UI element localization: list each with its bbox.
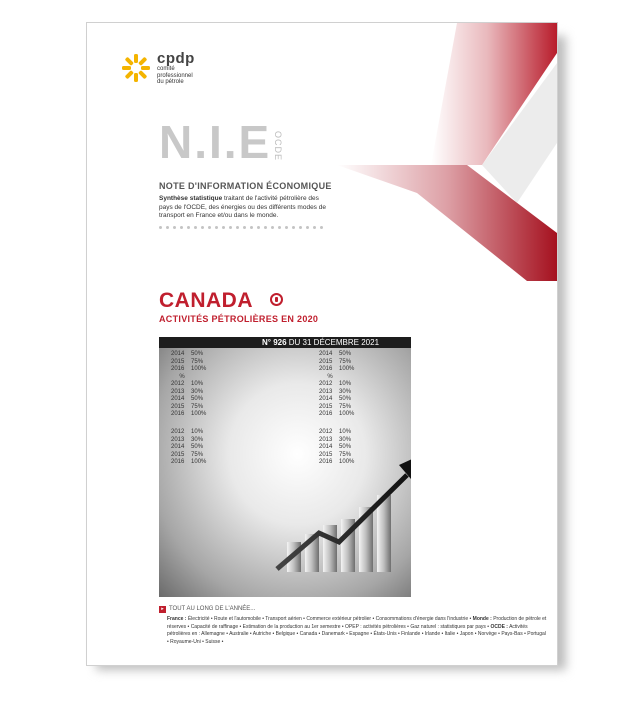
publication-acronym-side: OCDE (273, 131, 283, 162)
issue-bar (159, 337, 411, 348)
rising-bars-graphic (159, 337, 411, 597)
bar-6 (377, 495, 391, 572)
footer-monde-text: Production de pétrole et réserves • Capacité de raffinage • Estimation de la production au 1er semestre • OPEP : activités pétrolières • Gaz naturel : statistiques par pays • (167, 616, 547, 630)
issue-label (262, 337, 379, 348)
hero-table-row: 2015 75% (171, 451, 204, 458)
footer-france-text: Électricité • Route et l'automobile • Transport aérien • Commerce extérieur pétrolier • Consommations d'énergie dans l'industrie • (186, 616, 473, 622)
hero-table-row: 2014 50% (319, 351, 352, 357)
footer-monde-label: Monde : (472, 616, 492, 622)
hero-table-row: 2012 10% (171, 429, 204, 435)
hero-table-row: % (171, 373, 185, 380)
publication-acronym: N.I.E (159, 116, 272, 168)
hero-table-row: 2013 30% (171, 388, 204, 395)
logo-brand: cpdp (157, 50, 195, 67)
hero-table-row: 2015 75% (319, 403, 352, 410)
country-title: CANADA (159, 289, 253, 312)
hero-table-row: 2012 10% (319, 429, 352, 435)
hero-table-row: 2014 50% (171, 351, 204, 357)
footer-france-label: France : (167, 616, 187, 622)
cpdp-sun-icon (121, 53, 151, 83)
hero-table-row: 2014 50% (319, 444, 352, 450)
footer-intro-text: TOUT AU LONG DE L'ANNÉE... (169, 606, 256, 612)
hero-table-row: 2016 100% (319, 411, 355, 417)
issue-number: N° 926 (262, 338, 287, 347)
hero-table-row: 2016 100% (319, 459, 355, 465)
hero-table-row: 2014 50% (319, 396, 352, 402)
issue-date: DU 31 DÉCEMBRE 2021 (286, 338, 380, 347)
logo-line-2: professionnel (157, 72, 193, 79)
hero-table-row: 2015 75% (171, 403, 204, 410)
hero-table-row: % (319, 373, 333, 380)
hero-table-row: 2016 100% (171, 411, 207, 417)
footer-intro (159, 606, 255, 613)
dot-separator (159, 226, 323, 229)
logo-line-3: du pétrole (157, 79, 184, 85)
arrow-right-icon: ▸ (159, 606, 166, 613)
publication-subtitle: NOTE D'INFORMATION ÉCONOMIQUE (159, 181, 332, 191)
country-headline: ACTIVITÉS PÉTROLIÈRES EN 2020 (159, 314, 319, 324)
footer-ocde-label: OCDE : (490, 623, 508, 630)
footer-ocde-text: Activités pétrolières en : Allemagne • Australie • Autriche • Belgique • Canada • Danemark • Espagne • États-Unis • Finlande • Irlande • Italie • Japon • Norvège • Pays-Bas • Portugal • Royaume-Uni • Suisse • (167, 623, 546, 645)
hero-table-row: 2013 30% (319, 388, 352, 395)
synthese-paragraph (159, 195, 327, 221)
hero-image (159, 337, 411, 597)
canada-flag-icon (270, 293, 283, 306)
hero-table-row: 2013 30% (171, 436, 204, 443)
synthese-text: traitant de l'activité pétrolière des pays de l'OCDE, des énergies ou des différents modes de transport en France et/ou dans le monde. (159, 195, 326, 219)
footer-detail (167, 616, 547, 646)
hero-table-row: 2015 75% (319, 451, 352, 458)
hero-table-row: 2014 50% (171, 396, 204, 402)
hero-table-row: 2015 75% (319, 358, 352, 365)
hero-table-row: 2016 100% (319, 366, 355, 372)
hero-table-row: 2013 30% (319, 436, 352, 443)
hero-table-row: 2012 10% (171, 381, 204, 387)
document-cover (86, 22, 558, 666)
logo-line-1: comité (157, 66, 175, 72)
cpdp-logo (121, 51, 195, 86)
hero-table-row: 2015 75% (171, 358, 204, 365)
hero-table-row: 2016 100% (171, 459, 207, 465)
bar-3 (323, 525, 337, 572)
hero-table-row: 2014 50% (171, 444, 204, 450)
hero-table-row: 2016 100% (171, 366, 207, 372)
synthese-bold: Synthèse statistique (159, 195, 223, 202)
hero-table-row: 2012 10% (319, 381, 352, 387)
